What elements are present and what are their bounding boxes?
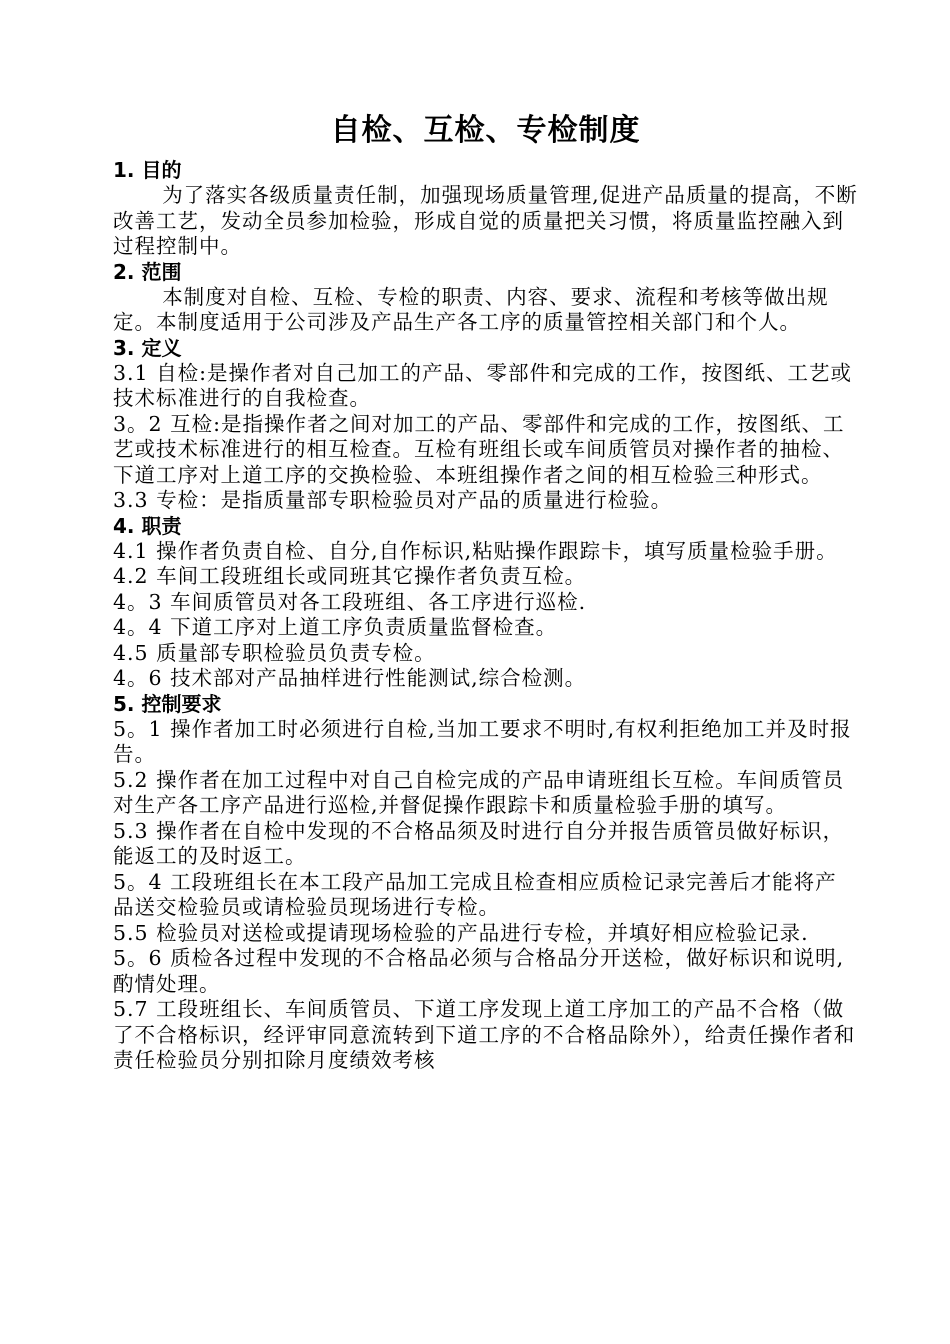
section-control-requirements [113,692,858,1074]
paragraph: 4。6 技术部对产品抽样进行性能测试,综合检测。 [113,666,587,690]
paragraph: 3.3 专检：是指质量部专职检验员对产品的质量进行检验。 [113,488,673,512]
paragraph: 本制度对自检、互检、专检的职责、内容、要求、流程和考核等做出规定。本制度适用于公司涉及产品生产各工序的质量管控相关部门和个人。 [113,284,829,334]
paragraph: 5。4 工段班组长在本工段产品加工完成且检查相应质检记录完善后才能将产品送交检验员或请检验员现场进行专检。 [113,869,837,919]
paragraph: 5。6 质检各过程中发现的不合格品必须与合格品分开送检，做好标识和说明,酌情处理。 [113,946,845,996]
document-page [113,106,858,1074]
section-heading: 4. 职责 [113,513,182,538]
section-purpose [113,158,858,260]
section-definitions [113,336,858,514]
paragraph: 5.7 工段班组长、车间质管员、下道工序发现上道工序加工的产品不合格（做了不合格标识，经评审同意流转到下道工序的不合格品除外），给责任操作者和责任检验员分别扣除月度绩效考核 [113,997,856,1072]
section-scope [113,260,858,336]
section-responsibilities [113,514,858,692]
paragraph: 为了落实各级质量责任制，加强现场质量管理,促进产品质量的提高，不断改善工艺，发动全员参加检验，形成自觉的质量把关习惯，将质量监控融入到过程控制中。 [113,183,858,258]
paragraph: 4.2 车间工段班组长或同班其它操作者负责互检。 [113,564,587,588]
section-heading: 1. 目的 [113,158,182,182]
paragraph: 4.1 操作者负责自检、自分,自作标识,粘贴操作跟踪卡，填写质量检验手册。 [113,538,838,563]
paragraph: 3。2 互检:是指操作者之间对加工的产品、零部件和完成的工作，按图纸、工艺或技术标准进行的相互检查。互检有班组长或车间质管员对操作者的抽检、下道工序对上道工序的交换检验、本班组操作者之间的相互检验三种形式。 [113,411,845,487]
section-heading: 5. 控制要求 [113,691,222,716]
paragraph: 5.2 操作者在加工过程中对自己自检完成的产品申请班组长互检。车间质管员对生产各工序产品进行巡检,并督促操作跟踪卡和质量检验手册的填写。 [113,767,845,817]
paragraph: 4.5 质量部专职检验员负责专检。 [113,640,436,665]
paragraph: 4。3 车间质管员对各工段班组、各工序进行巡检. [113,589,587,614]
paragraph: 4。4 下道工序对上道工序负责质量监督检查。 [113,615,558,639]
document-title: 自检、互检、专检制度 [330,113,641,148]
section-heading: 2. 范围 [113,259,182,284]
paragraph: 3.1 自检:是操作者对自己加工的产品、零部件和完成的工作，按图纸、工艺或技术标准进行的自我检查。 [113,360,853,410]
paragraph: 5.5 检验员对送检或提请现场检验的产品进行专检，并填好相应检验记录. [113,920,809,945]
section-heading: 3. 定义 [113,335,182,360]
paragraph: 5.3 操作者在自检中发现的不合格品须及时进行自分并报告质管员做好标识，能返工的及时返工。 [113,818,845,868]
paragraph: 5。1 操作者加工时必须进行自检,当加工要求不明时,有权利拒绝加工并及时报告。 [113,716,852,766]
